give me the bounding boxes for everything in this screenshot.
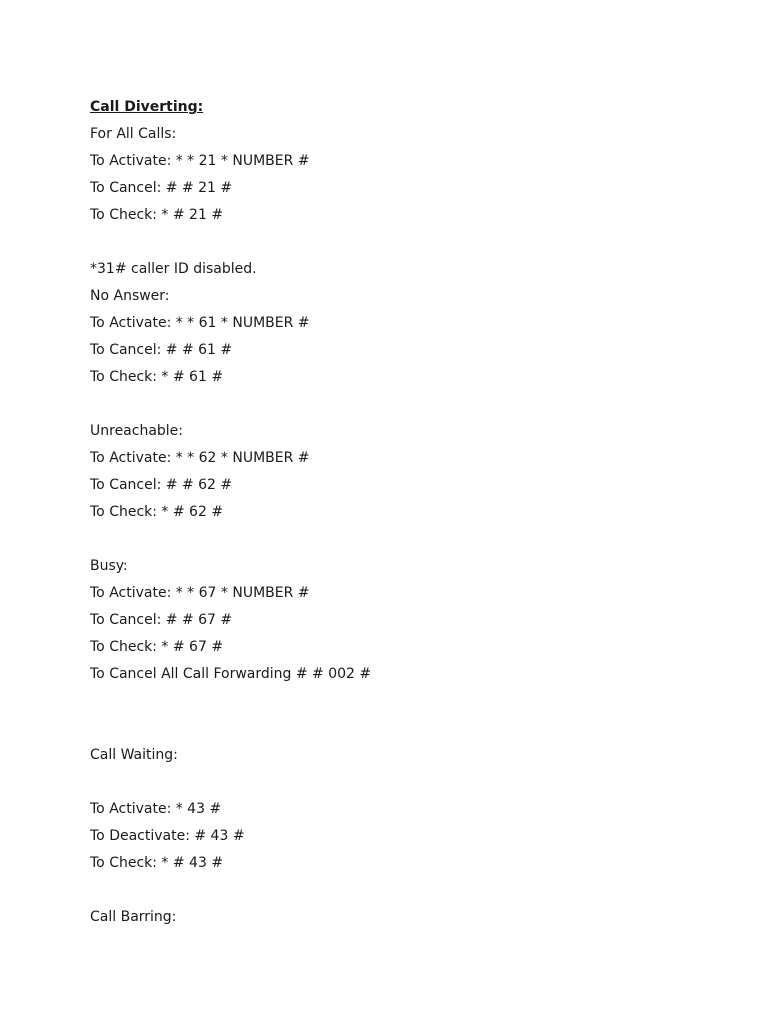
busy-activate: To Activate: * * 67 * NUMBER #	[90, 585, 310, 601]
unreachable-cancel: To Cancel: # # 62 #	[90, 477, 233, 493]
unreachable-check: To Check: * # 62 #	[90, 504, 224, 520]
busy-heading: Busy:	[90, 558, 128, 574]
all-calls-check: To Check: * # 21 #	[90, 207, 224, 223]
call-waiting-activate: To Activate: * 43 #	[90, 801, 222, 817]
spacer	[90, 526, 710, 553]
call-barring-heading: Call Barring:	[90, 909, 177, 925]
call-waiting-deactivate: To Deactivate: # 43 #	[90, 828, 245, 844]
all-calls-activate: To Activate: * * 21 * NUMBER #	[90, 153, 310, 169]
spacer	[90, 688, 710, 742]
caller-id-note: *31# caller ID disabled.	[90, 261, 257, 277]
document-body	[90, 94, 710, 931]
spacer	[90, 769, 710, 796]
call-waiting-heading: Call Waiting:	[90, 747, 178, 763]
unreachable-activate: To Activate: * * 62 * NUMBER #	[90, 450, 310, 466]
no-answer-activate: To Activate: * * 61 * NUMBER #	[90, 315, 310, 331]
no-answer-cancel: To Cancel: # # 61 #	[90, 342, 233, 358]
all-calls-cancel: To Cancel: # # 21 #	[90, 180, 233, 196]
busy-check: To Check: * # 67 #	[90, 639, 224, 655]
cancel-all-forwarding: To Cancel All Call Forwarding # # 002 #	[90, 666, 372, 682]
unreachable-heading: Unreachable:	[90, 423, 184, 439]
no-answer-heading: No Answer:	[90, 288, 170, 304]
spacer	[90, 391, 710, 418]
document-title: Call Diverting:	[90, 99, 204, 115]
no-answer-check: To Check: * # 61 #	[90, 369, 224, 385]
spacer	[90, 229, 710, 256]
busy-cancel: To Cancel: # # 67 #	[90, 612, 233, 628]
spacer	[90, 877, 710, 904]
all-calls-heading: For All Calls:	[90, 126, 177, 142]
call-waiting-check: To Check: * # 43 #	[90, 855, 224, 871]
